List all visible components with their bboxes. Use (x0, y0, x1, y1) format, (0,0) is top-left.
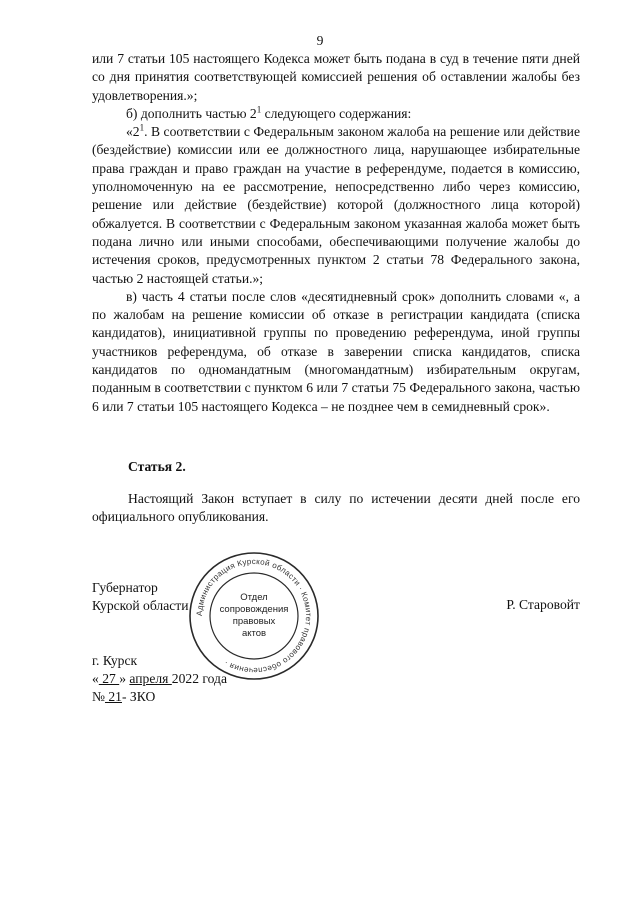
stamp-line-4: актов (241, 628, 267, 639)
city-line: г. Курск (92, 653, 138, 668)
date-day: 27 (98, 671, 120, 686)
article-heading: Статья 2. (128, 459, 186, 474)
stamp-line-2: сопровождения (219, 604, 289, 615)
date-close-quote: » (119, 671, 126, 686)
final-paragraph: Настоящий Закон вступает в силу по истечении десяти дней после его официального опубликования. (92, 491, 580, 525)
law-number-suffix: - ЗКО (121, 689, 156, 704)
stamp-center-text (186, 548, 322, 684)
signature-title (92, 579, 189, 616)
signature-title-line2: Курской области (92, 598, 189, 614)
law-number-line (92, 688, 155, 706)
part-2-1-superscript: 1 (139, 122, 145, 133)
paragraph-item-v: в) часть 4 статьи после слов «десятидневный срок» дополнить словами «, а по жалобам на решение комиссии об отказе в регистрации кандидата (списка кандидатов), инициативной группы по проведению референдума, иной группы участников референдума, об отказе в заверении списка кандидатов, списка кандидатов по одномандатным (многомандатным) избирательным округам, поданным в соответствии с пунктом 6 или 7 статьи 75 Федерального закона, частью 6 или 7 статьи 105 настоящего Кодекса – не позднее чем в семидневный срок». (92, 288, 580, 414)
item-b-text: б) дополнить частью 2 (126, 105, 257, 121)
date-year: 2022 года (171, 671, 227, 686)
date-line (92, 670, 227, 688)
item-b-text-end: следующего содержания: (261, 105, 412, 121)
paragraph-item-b (92, 105, 580, 123)
signature-title-line1: Губернатор (92, 580, 158, 595)
official-stamp (186, 548, 322, 684)
part-2-1-text: . В соответствии с Федеральным законом жалоба на решение или действие (бездействие) комиссии или ее должностного лица, нарушающее избирательные права граждан и право граждан на участие в референдуме, подается в комиссию, уполномоченную на ее рассмотрение, непосредственно либо через комиссию, решение или действие (бездействие) которой (должностного лица которой) обжалуется. В соответствии с Федеральным законом указанная жалоба может быть подана лично или иными способами, обеспечивающими получение жалобы до истечения сроков, предусмотренных пунктом 2 статьи 78 Федерального закона, частью 2 настоящей статьи.»; (92, 124, 580, 286)
paragraph-continuation: или 7 статьи 105 настоящего Кодекса может быть подана в суд в течение пяти дней со дня принятия соответствующей комиссией решения об оставлении жалобы без удовлетворения.»; (92, 51, 580, 103)
date-open-quote: « (92, 671, 99, 686)
item-b-superscript: 1 (256, 104, 262, 115)
paragraph-part-2-1 (92, 123, 580, 288)
stamp-line-3: правовых (232, 616, 276, 627)
date-month: апреля (129, 671, 172, 686)
document-body (92, 50, 580, 416)
page-number: 9 (316, 33, 324, 48)
stamp-ring-text: Администрация Курской области · Комитет правового обеспечения · (194, 556, 314, 676)
stamp-line-1: Отдел (240, 592, 268, 603)
signature-name: Р. Старовойт (506, 597, 580, 612)
number-sign: № (92, 689, 105, 704)
law-number: 21 (104, 689, 122, 704)
part-2-1-number: «2 (126, 124, 140, 140)
